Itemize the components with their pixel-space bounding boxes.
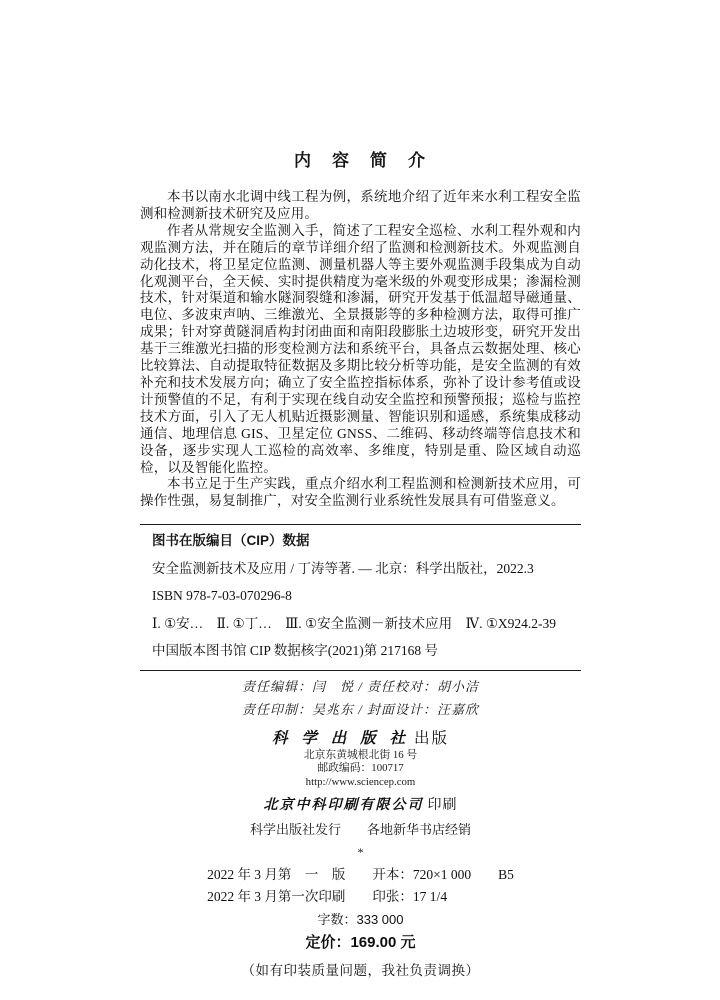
word-count: 字数：333 000 — [317, 911, 404, 927]
publisher-label: 出版 — [414, 730, 450, 748]
cip-block — [140, 532, 581, 660]
page-content — [140, 0, 581, 980]
content-summary — [140, 189, 581, 510]
cip-isbn: ISBN 978-7-03-070296-8 — [152, 588, 292, 604]
publisher-logo-text: 科 学 出 版 社 — [271, 730, 410, 748]
staff-editors-line: 责任编辑：闫 悦 / 责任校对：胡小洁 — [241, 679, 480, 695]
cip-header: 图书在版编目（CIP）数据 — [152, 533, 310, 549]
publisher-line — [140, 728, 581, 749]
staff-print-design-line: 责任印制：吴兆东 / 封面设计：汪嘉欣 — [241, 701, 480, 717]
intro-paragraph-1: 本书以南水北调中线工程为例，系统地介绍了近年来水利工程安全监测和检测新技术研究及应用。 — [140, 189, 581, 221]
publisher-address: 北京东黄城根北街 16 号 — [303, 749, 418, 762]
intro-paragraph-3: 本书立足于生产实践，重点介绍水利工程监测和检测新技术应用，可操作性强，易复制推广，对安全监测行业系统性发展具有可借鉴意义。 — [140, 476, 581, 509]
cip-classification: Ⅰ. ①安… Ⅱ. ①丁… Ⅲ. ①安全监测－新技术应用 Ⅳ. ①X924.2-39 — [152, 615, 557, 631]
cip-registry: 中国版本图书馆 CIP 数据核字(2021)第 217168 号 — [152, 643, 438, 659]
quality-note: （如有印装质量问题，我社负责调换） — [241, 962, 480, 978]
publisher-postcode: 邮政编码：100717 — [317, 762, 404, 775]
printer-label: 印刷 — [427, 797, 458, 813]
distribution-line: 科学出版社发行 各地新华书店经销 — [249, 821, 471, 837]
edition-line-1: 2022 年 3 月第 一 版 开本：720×1 000 B5 — [207, 866, 514, 882]
intro-paragraph-2: 作者从常规安全监测入手，简述了工程安全巡检、水利工程外观和内观监测方法，并在随后的章节详细介绍了监测和检测新技术。外观监测自动化技术，将卫星定位监测、测量机器人等主要外观监测手段集成为自动化观测平台，全天候、实时提供精度为毫米级的外观变形成果；渗漏检测技术，针对渠道和输水隧洞裂缝和渗漏，研究开发基于低温超导磁通量、电位、多波束声呐、三维激光、全景摄影等的多种检测方法，取得可推广成果；针对穿黄隧洞盾构封闭曲面和南阳段膨胀土边坡形变，研究开发出基于三维激光扫描的形变检测方法和系统平台，具备点云数据处理、核心比较算法、自动提取特征数据及多期比较分析等功能，是安全监测的有效补充和技术发展方向；确立了安全监控指标体系，弥补了设计参考值或设计预警值的不足，有利于实现在线自动安全监控和预警预报；巡检与监控技术方面，引入了无人机贴近摄影测量、智能识别和遥感，系统集成移动通信、地理信息 GIS、卫星定位 GNSS、二维码、移动终端等信息技术和设备，逐步实现人工巡检的高效率、多维度，特别是重、险区域自动巡检，以及智能化监控。 — [140, 222, 581, 475]
printer-line — [140, 795, 581, 815]
publisher-website: http://www.sciencep.com — [305, 775, 416, 788]
printer-logo-text: 北京中科印刷有限公司 — [263, 797, 424, 813]
cip-title-line: 安全监测新技术及应用 / 丁涛等著. — 北京：科学出版社，2022.3 — [152, 560, 534, 576]
divider-top — [140, 524, 581, 525]
divider-bottom — [140, 670, 581, 671]
edition-block — [207, 864, 514, 909]
price: 定价：169.00 元 — [305, 933, 416, 951]
edition-line-2: 2022 年 3 月第一次印刷 印张：17 1/4 — [207, 889, 448, 905]
page-title: 内 容 简 介 — [294, 151, 427, 170]
asterisk-separator: * — [357, 844, 364, 859]
colophon-block — [140, 676, 581, 980]
